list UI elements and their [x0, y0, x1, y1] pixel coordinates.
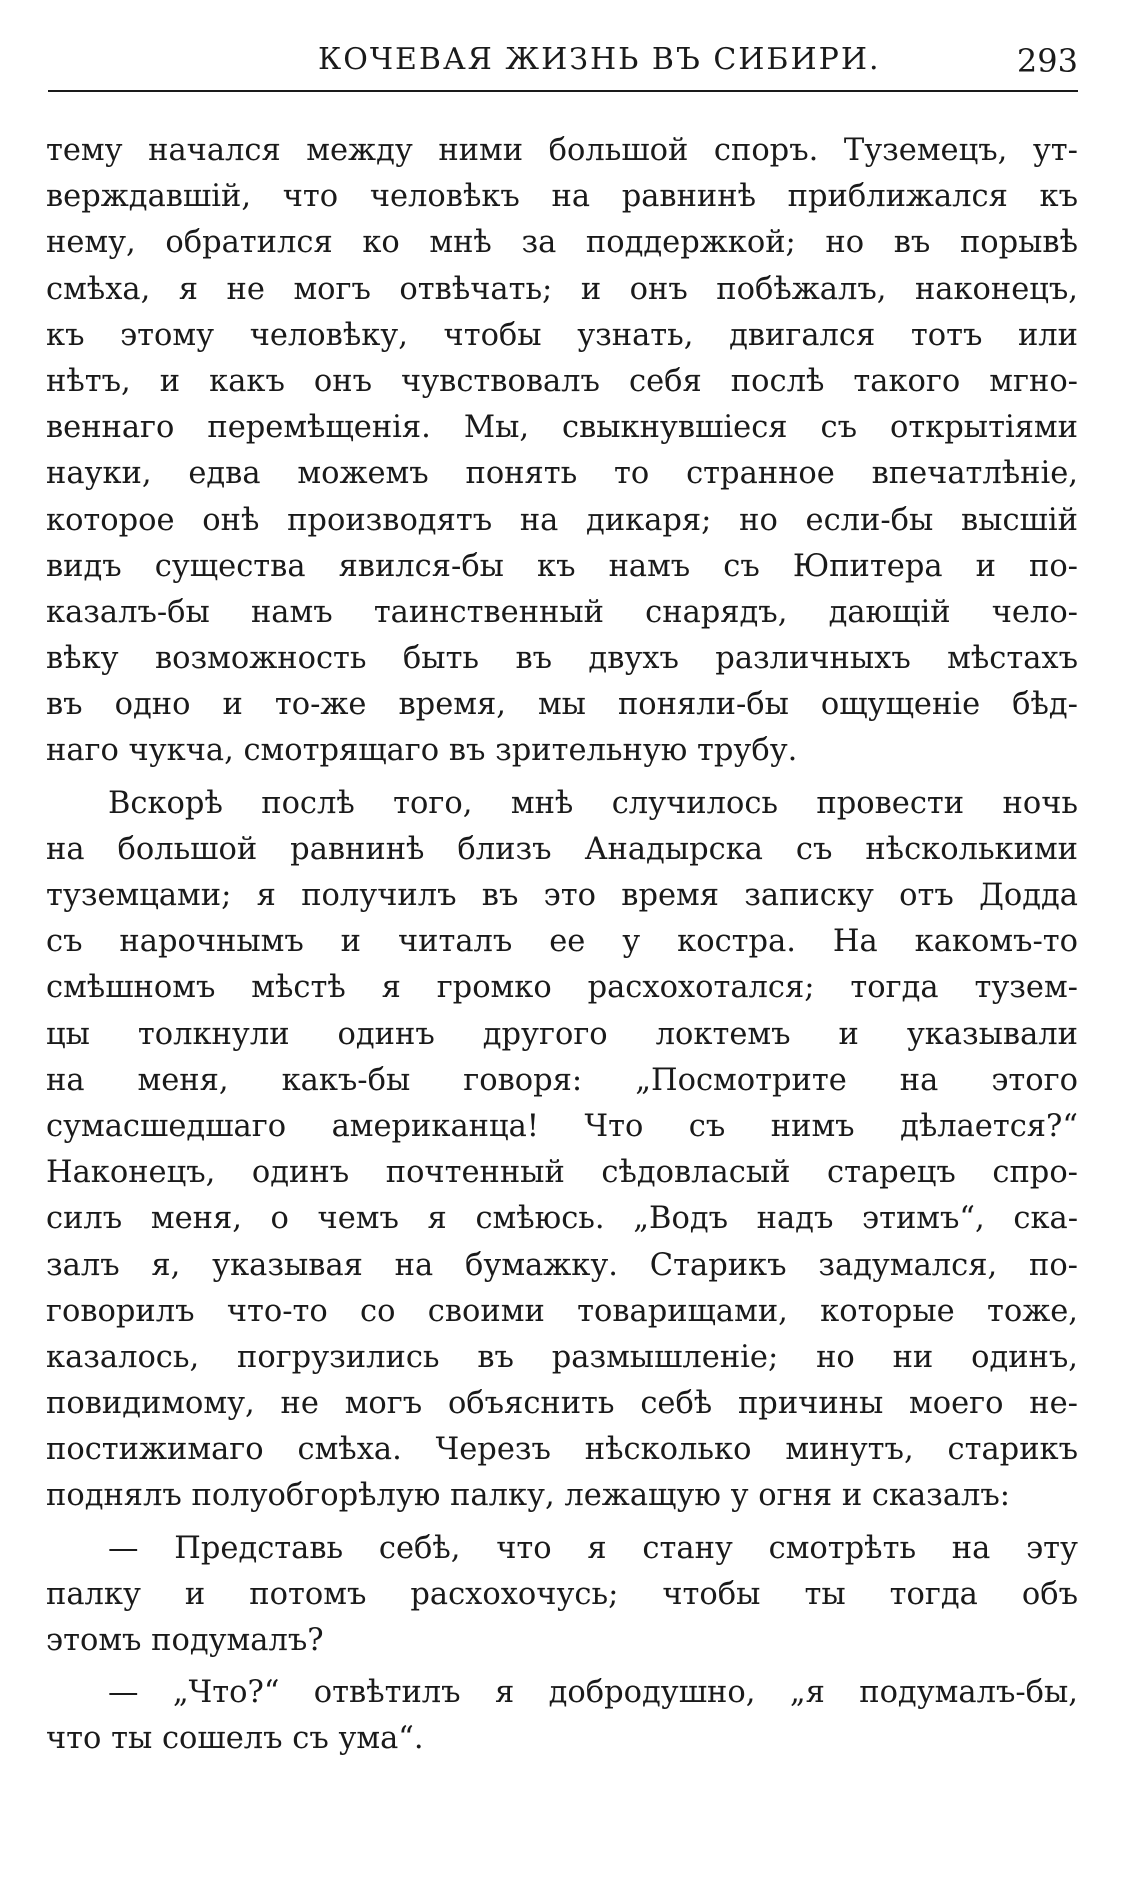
text-line: говорилъ что-то со своими товарищами, которые тоже, [46, 1293, 1078, 1329]
text-line: — „Что?“ отвѣтилъ я добродушно, „я подумалъ-бы, [108, 1675, 1078, 1711]
text-line: къ этому человѣку, чтобы узнать, двигался тотъ или [46, 317, 1078, 353]
text-line: смѣха, я не могъ отвѣчать; и онъ побѣжалъ, наконецъ, [46, 271, 1078, 307]
text-line: верждавшій, что человѣкъ на равнинѣ приближался къ [46, 179, 1078, 215]
text-line: этомъ подумалъ? [46, 1623, 324, 1658]
text-line: съ нарочнымъ и читалъ ее у костра. На какомъ-то [46, 924, 1078, 960]
text-line: Наконецъ, одинъ почтенный сѣдовласый старецъ спро- [46, 1155, 1078, 1191]
text-line: Вскорѣ послѣ того, мнѣ случилось провести ночь [108, 785, 1078, 821]
paragraph-1 [46, 128, 1078, 775]
text-line: тему начался между ними большой споръ. Туземецъ, ут- [46, 133, 1078, 168]
text-line: смѣшномъ мѣстѣ я громко расхохотался; тогда тузем- [46, 970, 1078, 1006]
header-rule [48, 90, 1078, 92]
text-line: палку и потомъ расхохочусь; чтобы ты тогда объ [46, 1576, 1078, 1612]
running-head: КОЧЕВАЯ ЖИЗНЬ ВЪ СИБИРИ. [318, 42, 881, 77]
text-line: постижимаго смѣха. Черезъ нѣсколько минутъ, старикъ [46, 1432, 1078, 1468]
text-line: поднялъ полуобгорѣлую палку, лежащую у огня и сказалъ: [46, 1478, 1011, 1514]
text-line: повидимому, не могъ объяснить себѣ причины моего не- [46, 1386, 1078, 1422]
text-line: на большой равнинѣ близъ Анадырска съ нѣсколькими [46, 831, 1078, 867]
text-line: вѣку возможность быть въ двухъ различныхъ мѣстахъ [46, 641, 1078, 677]
text-line: видъ существа явился-бы къ намъ съ Юпитера и по- [46, 548, 1078, 584]
text-line: туземцами; я получилъ въ это время записку отъ Додда [46, 878, 1078, 913]
text-line: залъ я, указывая на бумажку. Старикъ задумался, по- [46, 1247, 1078, 1283]
text-line: наго чукча, смотрящаго въ зрительную трубу. [46, 733, 798, 769]
paragraph-4 [46, 1670, 1078, 1762]
text-line: — Представь себѣ, что я стану смотрѣть на эту [108, 1530, 1078, 1566]
text-line: веннаго перемѣщенія. Мы, свыкнувшіеся съ открытіями [46, 410, 1078, 446]
text-line: науки, едва можемъ понять то странное впечатлѣніе, [46, 456, 1078, 492]
text-line: нѣтъ, и какъ онъ чувствовалъ себя послѣ такого мгно- [46, 363, 1078, 399]
text-line: которое онѣ производятъ на дикаря; но если-бы высшій [46, 502, 1078, 538]
text-line: въ одно и то-же время, мы поняли-бы ощущеніе бѣд- [46, 687, 1078, 723]
text-line: на меня, какъ-бы говоря: „Посмотрите на этого [46, 1062, 1078, 1098]
text-line: казалось, погрузились въ размышленіе; но ни одинъ, [46, 1339, 1078, 1375]
text-line: цы толкнули одинъ другого локтемъ и указывали [46, 1016, 1078, 1052]
text-line: силъ меня, о чемъ я смѣюсь. „Водъ надъ этимъ“, ска- [46, 1201, 1078, 1237]
text-line: сумасшедшаго американца! Что съ нимъ дѣлается?“ [46, 1108, 1078, 1144]
text-line: нему, обратился ко мнѣ за поддержкой; но въ порывѣ [46, 225, 1078, 261]
text-line: казалъ-бы намъ таинственный снарядъ, дающій чело- [46, 594, 1078, 630]
text-line: что ты сошелъ съ ума“. [46, 1721, 424, 1757]
paragraph-3 [46, 1526, 1078, 1665]
body-text [46, 128, 1078, 1763]
paragraph-2 [46, 781, 1078, 1520]
page-header [48, 42, 1078, 88]
page-number: 293 [1016, 42, 1078, 80]
